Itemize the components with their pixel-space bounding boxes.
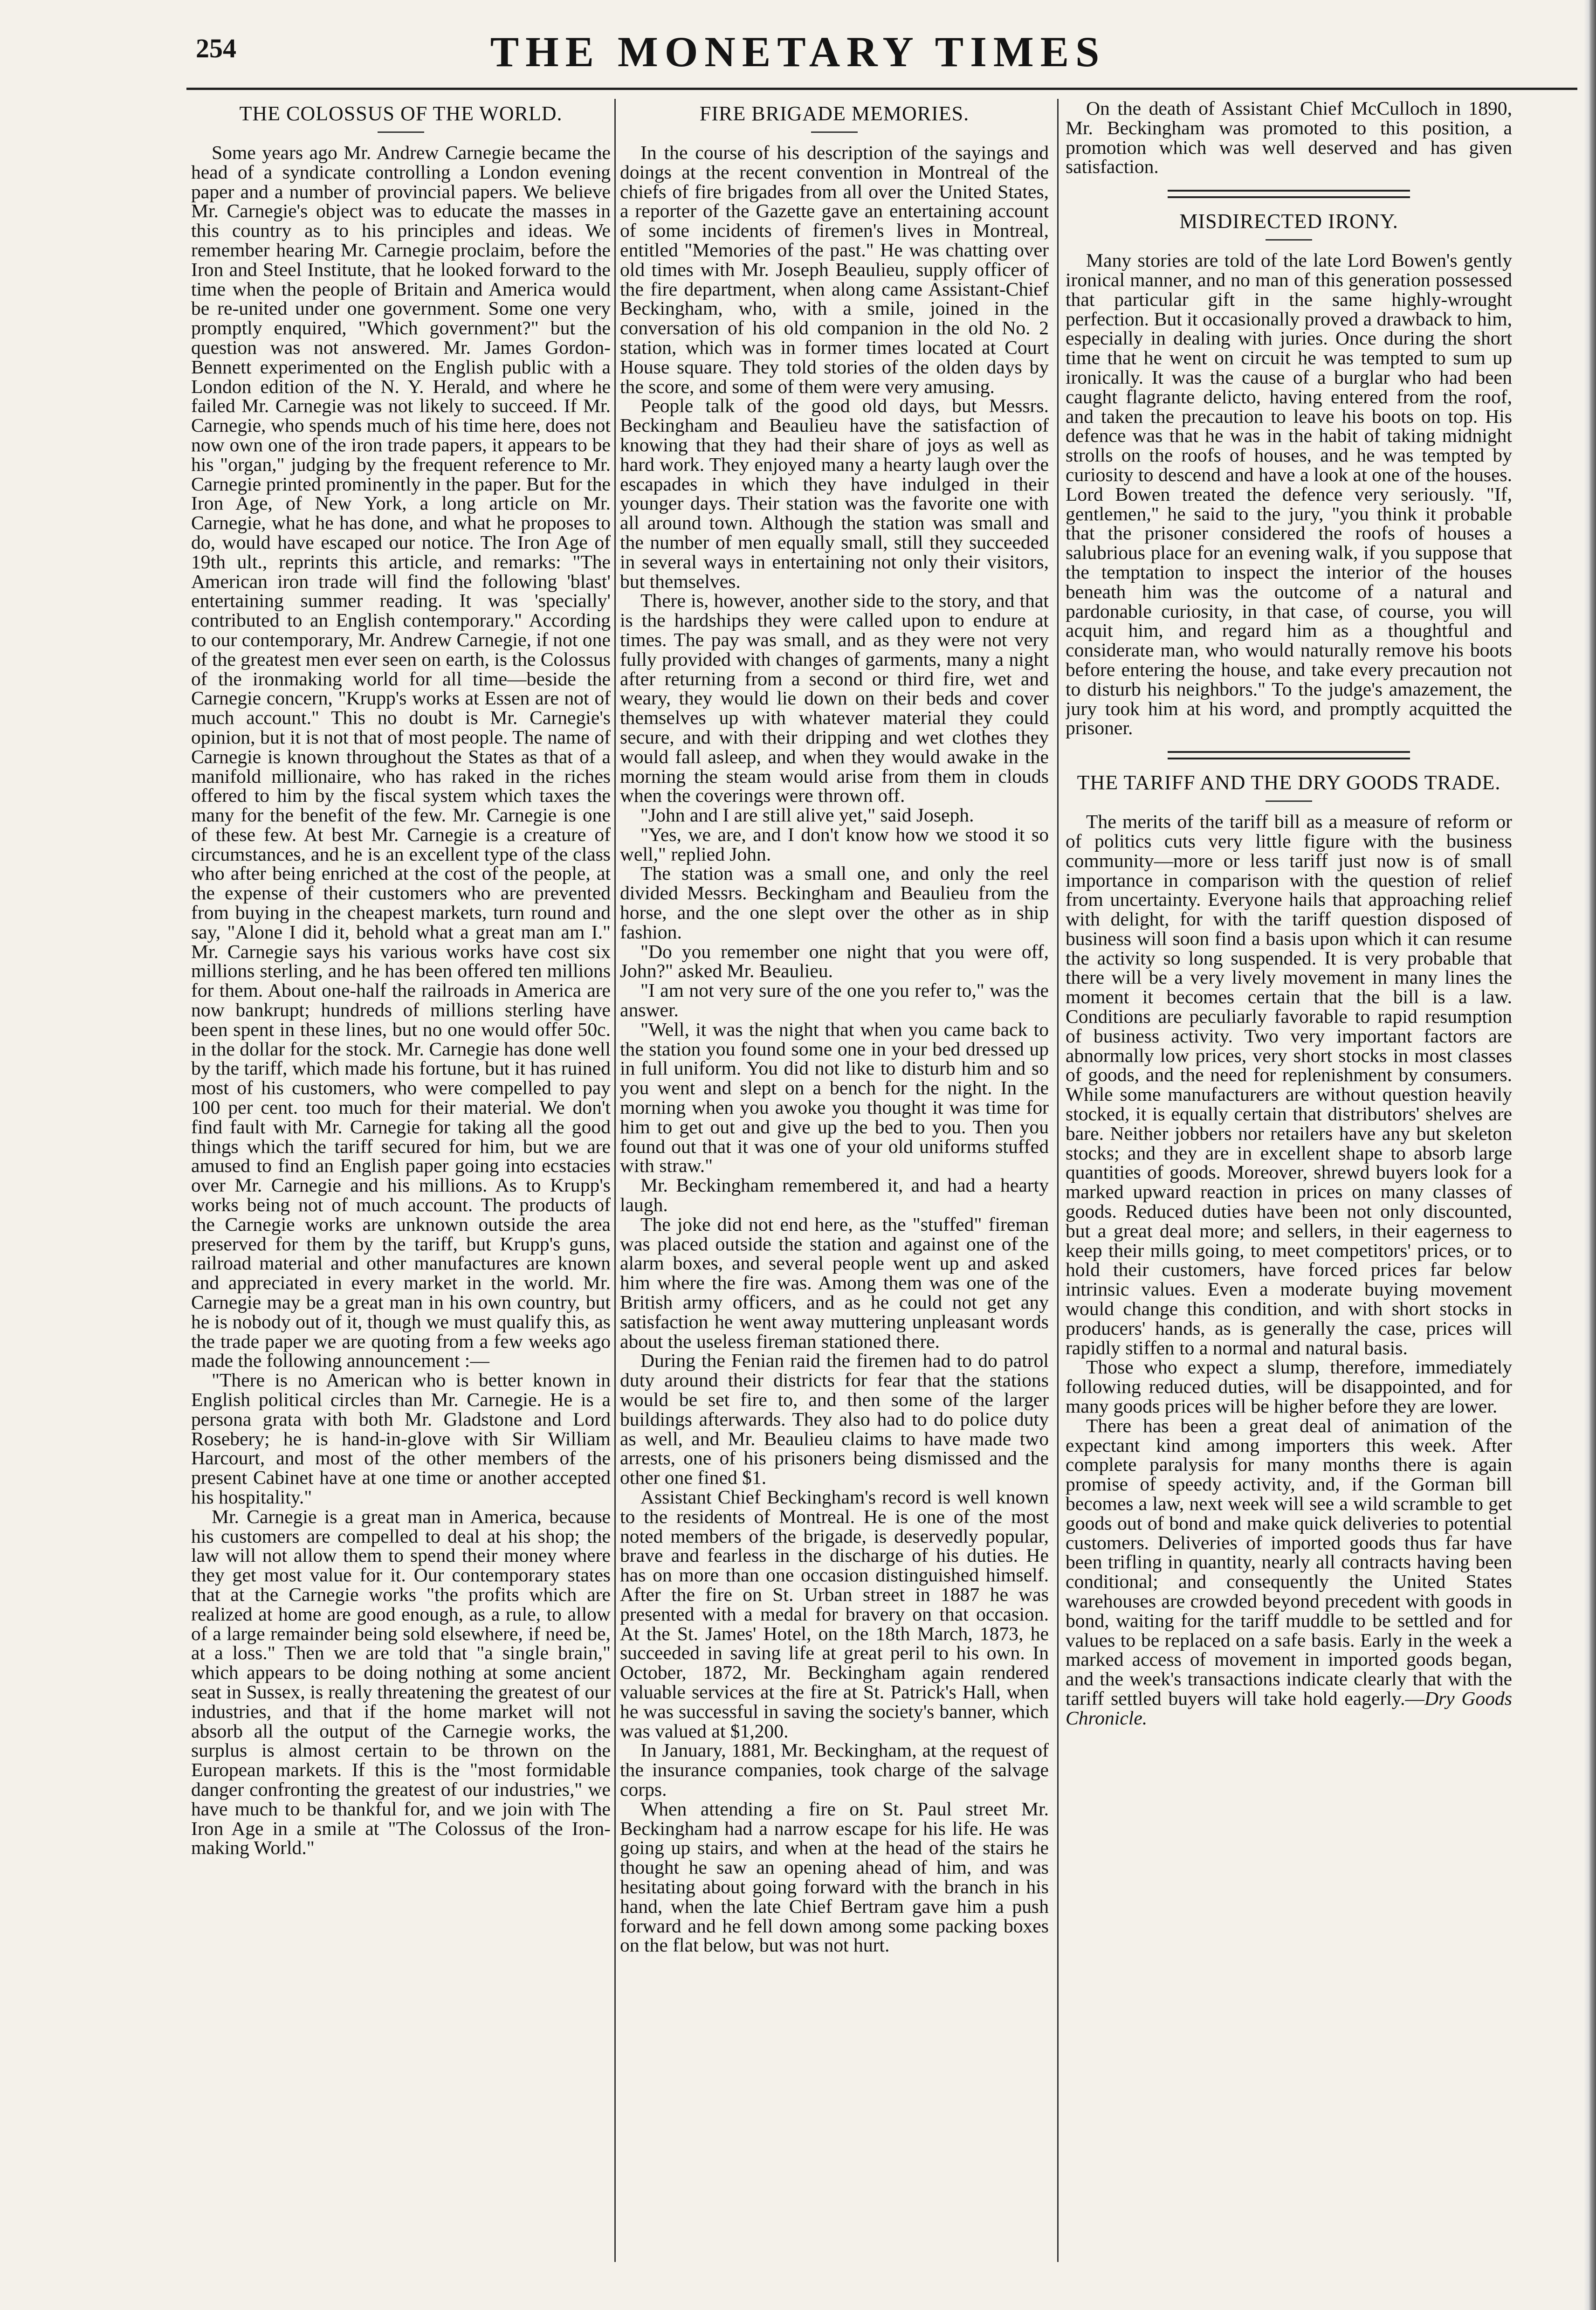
- page-binding-edge: [1584, 0, 1596, 2310]
- title-rule: [1266, 800, 1312, 802]
- title-rule: [378, 131, 424, 133]
- article-title-tariff: THE TARIFF AND THE DRY GOODS TRADE.: [1077, 771, 1501, 794]
- article-paragraph: "I am not very sure of the one you refer to," was the answer.: [620, 979, 1049, 1021]
- article-paragraph: The joke did not end here, as the "stuffed" fireman was placed outside the station and against one of the alarm boxes, and several people went up and asked him where the fire was. Among them was one of the British army officers, and as he could not get any satisfaction he went away muttering unpleasant words about the useless fireman stationed there.: [620, 1213, 1049, 1352]
- column-1: [191, 99, 611, 2290]
- article-paragraph-text: There has been a great deal of animation of the expectant kind among importers this week. After complete paralysis for many months there is again promise of speedy activity, and, if the Gorman bill becomes a law, next week will see a wild scramble to get goods out of bond and make quick deliveries to potential customers. Deliveries of imported goods thus far have been trifling in quantity, nearly all contracts having been conditional; and consequently the United States warehouses are crowded beyond precedent with goods in bond, waiting for the tariff muddle to be settled and for values to be replaced on a safe basis. Early in the week a marked access of movement in imported goods began, and the week's transactions indicate clearly that with the tariff settled buyers will take hold eagerly.—: [1066, 1414, 1512, 1709]
- article-paragraph: "Well, it was the night that when you came back to the station you found some one in your bed dressed up in full uniform. You did not like to disturb him and so you went and slept on a bench for the night. In the morning when you awoke you thought it was time for him to get out and give up the bed to you. Then you found out that it was one of your old uniforms stuffed with straw.": [620, 1018, 1049, 1177]
- article-paragraph: The station was a small one, and only the reel divided Messrs. Beckingham and Beaulieu from the horse, and the one slept over the other as in ship fashion.: [620, 862, 1049, 943]
- section-divider: [1168, 190, 1410, 198]
- article-paragraph: On the death of Assistant Chief McCulloch in 1890, Mr. Beckingham was promoted to this position, a promotion which was well deserved and has given satisfaction.: [1066, 99, 1512, 178]
- header-rule: [186, 88, 1577, 90]
- article-title-irony: MISDIRECTED IRONY.: [1179, 210, 1398, 233]
- article-paragraph: During the Fenian raid the firemen had to do patrol duty around their districts for fear that the stations would be set fire to, and then some of the larger buildings afterwards. They also had to do police duty as well, and Mr. Beaulieu claims to have made two arrests, one of his prisoners being dismissed and the other one fined $1.: [620, 1350, 1049, 1489]
- column-divider-1: [614, 99, 616, 2262]
- masthead: THE MONETARY TIMES: [490, 28, 1106, 76]
- page-number: 254: [196, 33, 236, 63]
- article-paragraph: The merits of the tariff bill as a measure of reform or of politics cuts very little figure with the business community—more or less tariff just now is of small importance in comparison with the question of relief from uncertainty. Everyone hails that approaching relief with delight, for with the tariff question disposed of business will soon find a basis upon which it can resume the activity so long suspended. It is very probable that there will be a very lively movement in many lines the moment it becomes certain that the bill is a law. Conditions are peculiarly favorable to rapid resumption of business activity. Two very important factors are abnormally low prices, very short stocks in most classes of goods, and the need for replenishment by consumers. While some manufacturers are without question heavily stocked, it is equally certain that distributors' shelves are bare. Neither jobbers nor retailers have any but skeleton stocks; and they are in excellent shape to absorb large quantities of goods. Moreover, shrewd buyers look for a marked upward reaction in prices on many classes of goods. Reduced duties have been not only discounted, but a great deal more; and sellers, in their eagerness to keep their mills going, to meet competitors' prices, or to hold their customers, have forced prices far below intrinsic values. Even a moderate buying movement would change this condition, and with short stocks in producers' hands, as is generally the case, prices will rapidly stiffen to a normal and natural basis.: [1066, 811, 1512, 1358]
- article-paragraph: Mr. Beckingham remembered it, and had a hearty laugh.: [620, 1174, 1049, 1216]
- article-paragraph: In January, 1881, Mr. Beckingham, at the request of the insurance companies, took charge of the salvage corps.: [620, 1739, 1049, 1800]
- article-paragraph: [1066, 1416, 1512, 1728]
- article-paragraph: Assistant Chief Beckingham's record is well known to the residents of Montreal. He is one of the most noted members of the brigade, is deservedly popular, brave and fearless in the discharge of his duties. He has on more than one occasion distinguished himself. After the fire on St. Urban street in 1887 he was presented with a medal for bravery on that occasion. At the St. James' Hotel, on the 18th March, 1873, he succeeded in saving life at great peril to his own. In October, 1872, Mr. Beckingham again rendered valuable services at the fire at St. Patrick's Hall, when he was successful in saving the society's banner, which was valued at $1,200.: [620, 1486, 1049, 1742]
- section-divider: [1168, 751, 1410, 759]
- article-paragraph: "There is no American who is better known in English political circles than Mr. Carnegie. He is a persona grata with both Mr. Gladstone and Lord Rosebery; he is hand-in-glove with Sir William Harcourt, and most of the other members of the present Cabinet have at one time or another accepted his hospitality.": [191, 1369, 611, 1508]
- column-divider-2: [1057, 99, 1059, 2262]
- article-paragraph: In the course of his description of the sayings and doings at the recent convention in Montreal of the chiefs of fire brigades from all over the United States, a reporter of the Gazette gave an entertaining account of some incidents of firemen's lives in Montreal, entitled "Memories of the past." He was chatting over old times with Mr. Joseph Beaulieu, supply officer of the fire department, when along came Assistant-Chief Beckingham, who, with a smile, joined in the conversation of his old companion in the old No. 2 station, which was in former times located at Court House square. They told stories of the olden days by the score, and some of them were very amusing.: [620, 142, 1049, 397]
- title-rule: [1266, 239, 1312, 241]
- article-paragraph: When attending a fire on St. Paul street Mr. Beckingham had a narrow escape for his life. He was going up stairs, and when at the head of the stairs he thought he saw an opening ahead of him, and was hesitating about going forward with the branch in his hand, when the late Chief Bertram gave him a push forward and he fell down among some packing boxes on the flat below, but was not hurt.: [620, 1798, 1049, 1956]
- title-rule: [811, 131, 858, 133]
- article-title-fire-brigade: FIRE BRIGADE MEMORIES.: [699, 102, 970, 125]
- article-paragraph: Those who expect a slump, therefore, immediately following reduced duties, will be disappointed, and for many goods prices will be higher before they are lower.: [1066, 1356, 1512, 1417]
- column-2: [620, 99, 1049, 2290]
- article-paragraph: There is, however, another side to the story, and that is the hardships they were called upon to endure at times. The pay was small, and as they were not very fully provided with changes of garments, many a night after returning from a second or third fire, wet and weary, they would lie down on their beds and cover themselves up with whatever material they could secure, and with their dripping and wet clothes they would fall asleep, and when they would awake in the morning the steam would arise from them in clouds when the coverings were thrown off.: [620, 590, 1049, 807]
- article-paragraph: "Yes, we are, and I don't know how we stood it so well," replied John.: [620, 823, 1049, 865]
- article-paragraph: "Do you remember one night that you were off, John?" asked Mr. Beaulieu.: [620, 940, 1049, 982]
- article-title-colossus: THE COLOSSUS OF THE WORLD.: [239, 102, 563, 125]
- article-paragraph: Many stories are told of the late Lord Bowen's gently ironical manner, and no man of this generation possessed that particular gift in the same highly-wrought perfection. But it occasionally proved a drawback to him, especially in dealing with juries. Once during the short time that he went on circuit he was tempted to sum up ironically. It was the cause of a burglar who had been caught flagrante delicto, having entered from the roof, and taken the precaution to leave his boots on top. His defence was that he was in the habit of taking midnight strolls on the roofs of houses, and he was tempted by curiosity to descend and have a look at one of the houses. Lord Bowen treated the defence very seriously. "If, gentlemen," he said to the jury, "you think it probable that the prisoner considered the roofs of houses a salubrious place for an evening walk, if you suppose that the temptation to inspect the interior of the houses beneath him was the outcome of a natural and pardonable curiosity, in that case, of course, you will acquit him, and regard him as a thoughtful and considerate man, who would naturally remove his boots before entering the house, and take every precaution not to disturb his neighbors." To the judge's amazement, the jury took him at his word, and promptly acquitted the prisoner.: [1066, 249, 1512, 739]
- column-3: [1066, 99, 1512, 2290]
- article-paragraph: "John and I are still alive yet," said Joseph.: [640, 804, 974, 826]
- article-paragraph: Mr. Carnegie is a great man in America, because his customers are compelled to deal at his shop; the law will not allow them to spend their money where they get most value for it. Our contemporary states that at the Carnegie works "the profits which are realized at home are good enough, as a rule, to allow of a large remainder being sold elsewhere, if need be, at a loss." Then we are told that "a single brain," which appears to be doing nothing at some ancient seat in Sussex, is really threatening the greatest of our industries, and that if the home market will not absorb all the output of the Carnegie works, the surplus is almost certain to be thrown on the European markets. If this is the "most formidable danger confronting the greatest of our industries," we have much to be thankful for, and we join with The Iron Age in a smile at "The Colossus of the Iron-making World.": [191, 1505, 611, 1859]
- article-paragraph: Some years ago Mr. Andrew Carnegie became the head of a syndicate controlling a London evening paper and a number of provincial papers. We believe Mr. Carnegie's object was to educate the masses in this country as to his principles and ideas. We remember hearing Mr. Carnegie proclaim, before the Iron and Steel Institute, that he looked forward to the time when the people of Britain and America would be re-united under one government. Some one very promptly enquired, "Which government?" but the question was not answered. Mr. James Gordon-Bennett experimented on the English public with a London edition of the N. Y. Herald, and where he failed Mr. Carnegie was not likely to succeed. If Mr. Carnegie, who spends much of his time here, does not now own one of the iron trade papers, it appears to be his "organ," judging by the frequent reference to Mr. Carnegie printed prominently in the paper. But for the Iron Age, of New York, a long article on Mr. Carnegie, what he has done, and what he proposes to do, would have escaped our notice. The Iron Age of 19th ult., reprints this article, and remarks: "The American iron trade will find the following 'blast' entertaining summer reading. It was 'specially' contributed to an English contemporary." According to our contemporary, Mr. Andrew Carnegie, if not one of the greatest men ever seen on earth, is the Colossus of the ironmaking world for all time—beside the Carnegie concern, "Krupp's works at Essen are not of much account." This no doubt is Mr. Carnegie's opinion, but it is not that of most people. The name of Carnegie is known throughout the States as that of a manifold millionaire, who has raked in the riches offered to him by the fiscal system which taxes the many for the benefit of the few. Mr. Carnegie is one of these few. At best Mr. Carnegie is a creature of circumstances, and he is an excellent type of the class who after being enriched at the cost of the people, at the expense of their customers who are prevented from buying in the cheapest markets, turn round and say, "Alone I did it, behold what a great man am I." Mr. Carnegie says his various works have cost six millions sterling, and he has been offered ten millions for them. About one-half the railroads in America are now bankrupt; hundreds of millions sterling have been spent in these lines, but no one would offer 50c. in the dollar for the stock. Mr. Carnegie has done well by the tariff, which made his fortune, but it has ruined most of his customers, who were compelled to pay 100 per cent. too much for their material. We don't find fault with Mr. Carnegie for taking all the good things which the tariff secured for him, but we are amused to find an English paper going into ecstacies over Mr. Carnegie and his millions. As to Krupp's works being not of much account. The products of the Carnegie works are unknown outside the area preserved for them by the tariff, but Krupp's guns, railroad material and other manufactures are known and appreciated in every market in the world. Mr. Carnegie may be a great man in his own country, but he is nobody out of it, though we must qualify this, as the trade paper we are quoting from a few weeks ago made the following announcement :—: [191, 142, 611, 1372]
- article-signature: Dry Goods Chronicle.: [1066, 1687, 1512, 1729]
- article-paragraph: People talk of the good old days, but Messrs. Beckingham and Beaulieu have the satisfaction of knowing that they had their share of joys as well as hard work. They enjoyed many a hearty laugh over the escapades in which they have indulged in their younger days. Their station was the favorite one with all around town. Although the station was small and the number of men equally small, still they succeeded in several ways in entertaining not only their visitors, but themselves.: [620, 395, 1049, 592]
